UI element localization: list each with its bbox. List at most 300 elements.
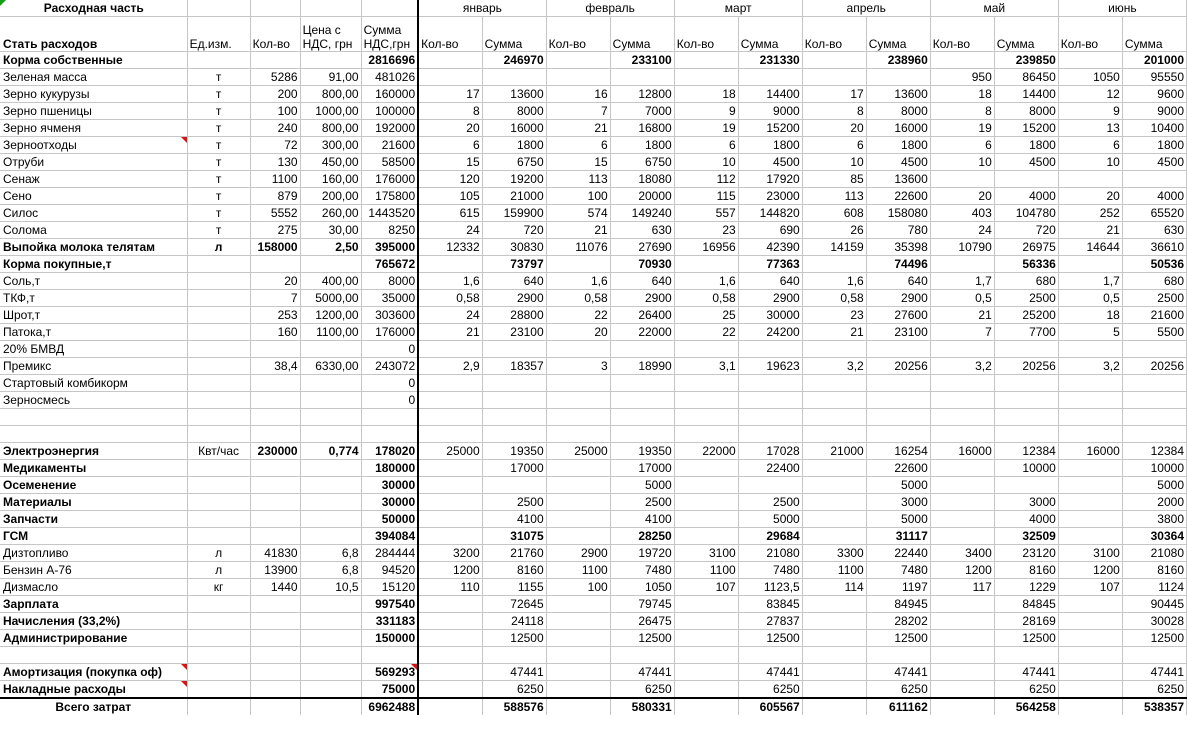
- value-cell[interactable]: [802, 69, 866, 86]
- value-cell[interactable]: [546, 613, 610, 630]
- total-sum-cell[interactable]: 569293: [361, 664, 418, 681]
- total-sum-cell[interactable]: 180000: [361, 460, 418, 477]
- value-cell[interactable]: 720: [994, 222, 1058, 239]
- value-cell[interactable]: [250, 409, 300, 426]
- unit-cell[interactable]: [187, 511, 250, 528]
- value-cell[interactable]: 2900: [546, 545, 610, 562]
- value-cell[interactable]: 4000: [1122, 188, 1186, 205]
- value-cell[interactable]: 1123,5: [738, 579, 802, 596]
- unit-cell[interactable]: т: [187, 137, 250, 154]
- unit-cell[interactable]: [187, 375, 250, 392]
- value-cell[interactable]: [994, 426, 1058, 443]
- value-cell[interactable]: 26: [802, 222, 866, 239]
- value-cell[interactable]: 8: [418, 103, 482, 120]
- value-cell[interactable]: 9000: [1122, 103, 1186, 120]
- value-cell[interactable]: 450,00: [300, 154, 361, 171]
- row-label-cell[interactable]: [0, 426, 187, 443]
- value-cell[interactable]: [1122, 409, 1186, 426]
- value-cell[interactable]: 1050: [1058, 69, 1122, 86]
- unit-cell[interactable]: т: [187, 205, 250, 222]
- value-cell[interactable]: 115: [674, 188, 738, 205]
- unit-cell[interactable]: [187, 392, 250, 409]
- value-cell[interactable]: 1,6: [418, 273, 482, 290]
- value-cell[interactable]: 28250: [610, 528, 674, 545]
- value-cell[interactable]: 20256: [1122, 358, 1186, 375]
- value-cell[interactable]: 19: [930, 120, 994, 137]
- value-cell[interactable]: 113: [802, 188, 866, 205]
- value-cell[interactable]: 38,4: [250, 358, 300, 375]
- value-cell[interactable]: [866, 647, 930, 664]
- value-cell[interactable]: [930, 460, 994, 477]
- total-sum-cell[interactable]: 8250: [361, 222, 418, 239]
- value-cell[interactable]: 1800: [1122, 137, 1186, 154]
- value-cell[interactable]: 21000: [802, 443, 866, 460]
- value-cell[interactable]: [802, 460, 866, 477]
- value-cell[interactable]: 3,1: [674, 358, 738, 375]
- value-cell[interactable]: 17920: [738, 171, 802, 188]
- value-cell[interactable]: 22600: [866, 460, 930, 477]
- value-cell[interactable]: [250, 494, 300, 511]
- value-cell[interactable]: 32509: [994, 528, 1058, 545]
- value-cell[interactable]: [482, 375, 546, 392]
- value-cell[interactable]: 26400: [610, 307, 674, 324]
- value-cell[interactable]: 30364: [1122, 528, 1186, 545]
- value-cell[interactable]: [1122, 647, 1186, 664]
- value-cell[interactable]: [674, 341, 738, 358]
- value-cell[interactable]: 6250: [738, 681, 802, 699]
- value-cell[interactable]: 9600: [1122, 86, 1186, 103]
- value-cell[interactable]: 28169: [994, 613, 1058, 630]
- value-cell[interactable]: [610, 409, 674, 426]
- value-cell[interactable]: [994, 392, 1058, 409]
- unit-cell[interactable]: [187, 290, 250, 307]
- value-cell[interactable]: [674, 596, 738, 613]
- value-cell[interactable]: 2000: [1122, 494, 1186, 511]
- value-cell[interactable]: 14400: [738, 86, 802, 103]
- value-cell[interactable]: [250, 613, 300, 630]
- total-sum-cell[interactable]: 176000: [361, 324, 418, 341]
- value-cell[interactable]: 10000: [994, 460, 1058, 477]
- value-cell[interactable]: [1058, 647, 1122, 664]
- value-cell[interactable]: [418, 613, 482, 630]
- value-cell[interactable]: 7000: [610, 103, 674, 120]
- value-cell[interactable]: 3000: [994, 494, 1058, 511]
- value-cell[interactable]: [418, 630, 482, 647]
- row-label-cell[interactable]: Амортизация (покупка оф): [0, 664, 187, 681]
- value-cell[interactable]: 1,6: [802, 273, 866, 290]
- value-cell[interactable]: 18: [1058, 307, 1122, 324]
- value-cell[interactable]: [418, 511, 482, 528]
- value-cell[interactable]: 6750: [482, 154, 546, 171]
- value-cell[interactable]: [1122, 426, 1186, 443]
- value-cell[interactable]: 19: [674, 120, 738, 137]
- total-sum-cell[interactable]: 243072: [361, 358, 418, 375]
- value-cell[interactable]: 260,00: [300, 205, 361, 222]
- month-total-sum[interactable]: 588576: [482, 698, 546, 715]
- value-cell[interactable]: [674, 409, 738, 426]
- value-cell[interactable]: 2500: [1122, 290, 1186, 307]
- value-cell[interactable]: 12500: [610, 630, 674, 647]
- value-cell[interactable]: [418, 681, 482, 699]
- value-cell[interactable]: [866, 409, 930, 426]
- value-cell[interactable]: [674, 613, 738, 630]
- value-cell[interactable]: 6: [1058, 137, 1122, 154]
- value-cell[interactable]: 107: [674, 579, 738, 596]
- value-cell[interactable]: 12500: [994, 630, 1058, 647]
- value-cell[interactable]: [546, 460, 610, 477]
- value-cell[interactable]: [1058, 52, 1122, 69]
- value-cell[interactable]: 0,58: [802, 290, 866, 307]
- value-cell[interactable]: 112: [674, 171, 738, 188]
- value-cell[interactable]: [300, 511, 361, 528]
- unit-cell[interactable]: [187, 307, 250, 324]
- value-cell[interactable]: 7480: [866, 562, 930, 579]
- value-cell[interactable]: [418, 375, 482, 392]
- value-cell[interactable]: [930, 409, 994, 426]
- unit-cell[interactable]: [187, 613, 250, 630]
- unit-cell[interactable]: т: [187, 120, 250, 137]
- value-cell[interactable]: [610, 375, 674, 392]
- value-cell[interactable]: 73797: [482, 256, 546, 273]
- unit-cell[interactable]: [187, 409, 250, 426]
- value-cell[interactable]: 17028: [738, 443, 802, 460]
- row-label-cell[interactable]: Отруби: [0, 154, 187, 171]
- value-cell[interactable]: 6,8: [300, 545, 361, 562]
- value-cell[interactable]: [418, 52, 482, 69]
- value-cell[interactable]: 1100: [674, 562, 738, 579]
- value-cell[interactable]: 4500: [994, 154, 1058, 171]
- value-cell[interactable]: [250, 256, 300, 273]
- value-cell[interactable]: 6,8: [300, 562, 361, 579]
- value-cell[interactable]: 91,00: [300, 69, 361, 86]
- value-cell[interactable]: 690: [738, 222, 802, 239]
- value-cell[interactable]: 22000: [674, 443, 738, 460]
- value-cell[interactable]: 246970: [482, 52, 546, 69]
- total-sum-cell[interactable]: 0: [361, 375, 418, 392]
- row-label-cell[interactable]: Запчасти: [0, 511, 187, 528]
- value-cell[interactable]: [802, 613, 866, 630]
- value-cell[interactable]: 15200: [994, 120, 1058, 137]
- value-cell[interactable]: [250, 630, 300, 647]
- value-cell[interactable]: 8: [802, 103, 866, 120]
- value-cell[interactable]: [930, 681, 994, 699]
- row-label-cell[interactable]: Соль,т: [0, 273, 187, 290]
- value-cell[interactable]: 19720: [610, 545, 674, 562]
- value-cell[interactable]: 107: [1058, 579, 1122, 596]
- row-label-cell[interactable]: Дизмасло: [0, 579, 187, 596]
- value-cell[interactable]: 3: [546, 358, 610, 375]
- value-cell[interactable]: [866, 375, 930, 392]
- value-cell[interactable]: [1058, 392, 1122, 409]
- total-sum-cell[interactable]: 35000: [361, 290, 418, 307]
- value-cell[interactable]: 1800: [866, 137, 930, 154]
- value-cell[interactable]: [546, 477, 610, 494]
- value-cell[interactable]: 2,9: [418, 358, 482, 375]
- total-sum-cell[interactable]: 192000: [361, 120, 418, 137]
- value-cell[interactable]: 105: [418, 188, 482, 205]
- value-cell[interactable]: 12500: [1122, 630, 1186, 647]
- total-sum-cell[interactable]: 94520: [361, 562, 418, 579]
- value-cell[interactable]: [1058, 256, 1122, 273]
- value-cell[interactable]: [802, 341, 866, 358]
- value-cell[interactable]: 21: [930, 307, 994, 324]
- total-sum-cell[interactable]: 284444: [361, 545, 418, 562]
- value-cell[interactable]: 24118: [482, 613, 546, 630]
- value-cell[interactable]: [418, 528, 482, 545]
- value-cell[interactable]: [1058, 341, 1122, 358]
- value-cell[interactable]: [930, 426, 994, 443]
- value-cell[interactable]: 21600: [1122, 307, 1186, 324]
- value-cell[interactable]: 100: [546, 188, 610, 205]
- value-cell[interactable]: 12800: [610, 86, 674, 103]
- value-cell[interactable]: 27837: [738, 613, 802, 630]
- value-cell[interactable]: [300, 460, 361, 477]
- value-cell[interactable]: 3000: [866, 494, 930, 511]
- value-cell[interactable]: 1200,00: [300, 307, 361, 324]
- value-cell[interactable]: [802, 664, 866, 681]
- total-sum-cell[interactable]: [361, 409, 418, 426]
- value-cell[interactable]: [930, 511, 994, 528]
- row-label-cell[interactable]: Зерно кукурузы: [0, 86, 187, 103]
- value-cell[interactable]: 5000: [738, 511, 802, 528]
- value-cell[interactable]: 13600: [482, 86, 546, 103]
- value-cell[interactable]: 84845: [994, 596, 1058, 613]
- value-cell[interactable]: 85: [802, 171, 866, 188]
- value-cell[interactable]: 25000: [418, 443, 482, 460]
- total-sum-cell[interactable]: 178020: [361, 443, 418, 460]
- total-sum-cell[interactable]: 997540: [361, 596, 418, 613]
- value-cell[interactable]: [674, 392, 738, 409]
- value-cell[interactable]: 680: [994, 273, 1058, 290]
- unit-cell[interactable]: [187, 647, 250, 664]
- value-cell[interactable]: [674, 460, 738, 477]
- total-sum-cell[interactable]: 0: [361, 341, 418, 358]
- unit-cell[interactable]: [187, 528, 250, 545]
- value-cell[interactable]: [250, 681, 300, 699]
- row-label-cell[interactable]: Зерносмесь: [0, 392, 187, 409]
- value-cell[interactable]: [930, 630, 994, 647]
- value-cell[interactable]: 2500: [610, 494, 674, 511]
- value-cell[interactable]: 79745: [610, 596, 674, 613]
- value-cell[interactable]: 630: [610, 222, 674, 239]
- unit-cell[interactable]: [187, 358, 250, 375]
- value-cell[interactable]: [1058, 494, 1122, 511]
- value-cell[interactable]: 1800: [738, 137, 802, 154]
- value-cell[interactable]: [802, 511, 866, 528]
- row-label-cell[interactable]: Стартовый комбикорм: [0, 375, 187, 392]
- unit-cell[interactable]: т: [187, 86, 250, 103]
- value-cell[interactable]: [866, 341, 930, 358]
- value-cell[interactable]: 2500: [994, 290, 1058, 307]
- value-cell[interactable]: [674, 426, 738, 443]
- value-cell[interactable]: 3200: [418, 545, 482, 562]
- value-cell[interactable]: [930, 52, 994, 69]
- value-cell[interactable]: 114: [802, 579, 866, 596]
- total-sum-cell[interactable]: 175800: [361, 188, 418, 205]
- value-cell[interactable]: [418, 664, 482, 681]
- value-cell[interactable]: [250, 392, 300, 409]
- value-cell[interactable]: 24: [930, 222, 994, 239]
- value-cell[interactable]: [930, 171, 994, 188]
- value-cell[interactable]: 1200: [418, 562, 482, 579]
- value-cell[interactable]: 160,00: [300, 171, 361, 188]
- value-cell[interactable]: 200,00: [300, 188, 361, 205]
- value-cell[interactable]: [250, 664, 300, 681]
- row-label-cell[interactable]: Бензин А-76: [0, 562, 187, 579]
- row-label-cell[interactable]: Зерно пшеницы: [0, 103, 187, 120]
- row-label-cell[interactable]: Премикс: [0, 358, 187, 375]
- value-cell[interactable]: 110: [418, 579, 482, 596]
- unit-cell[interactable]: [187, 426, 250, 443]
- value-cell[interactable]: 20: [418, 120, 482, 137]
- value-cell[interactable]: 20: [250, 273, 300, 290]
- value-cell[interactable]: 47441: [1122, 664, 1186, 681]
- total-sum-cell[interactable]: 0: [361, 392, 418, 409]
- value-cell[interactable]: 6: [802, 137, 866, 154]
- value-cell[interactable]: [482, 647, 546, 664]
- value-cell[interactable]: 557: [674, 205, 738, 222]
- value-cell[interactable]: 950: [930, 69, 994, 86]
- value-cell[interactable]: [418, 256, 482, 273]
- value-cell[interactable]: 25000: [546, 443, 610, 460]
- value-cell[interactable]: [418, 409, 482, 426]
- value-cell[interactable]: 8000: [482, 103, 546, 120]
- value-cell[interactable]: 6: [418, 137, 482, 154]
- value-cell[interactable]: 28800: [482, 307, 546, 324]
- value-cell[interactable]: 158000: [250, 239, 300, 256]
- value-cell[interactable]: 615: [418, 205, 482, 222]
- value-cell[interactable]: 120: [418, 171, 482, 188]
- value-cell[interactable]: 16254: [866, 443, 930, 460]
- value-cell[interactable]: [1058, 630, 1122, 647]
- value-cell[interactable]: [674, 52, 738, 69]
- value-cell[interactable]: [1058, 596, 1122, 613]
- value-cell[interactable]: [250, 460, 300, 477]
- row-label-cell[interactable]: Силос: [0, 205, 187, 222]
- value-cell[interactable]: 1050: [610, 579, 674, 596]
- value-cell[interactable]: 7480: [610, 562, 674, 579]
- total-sum-cell[interactable]: 2816696: [361, 52, 418, 69]
- value-cell[interactable]: 1,6: [546, 273, 610, 290]
- value-cell[interactable]: 83845: [738, 596, 802, 613]
- value-cell[interactable]: 77363: [738, 256, 802, 273]
- value-cell[interactable]: [418, 460, 482, 477]
- value-cell[interactable]: [866, 392, 930, 409]
- value-cell[interactable]: [300, 613, 361, 630]
- value-cell[interactable]: [250, 341, 300, 358]
- value-cell[interactable]: 14644: [1058, 239, 1122, 256]
- value-cell[interactable]: 84945: [866, 596, 930, 613]
- value-cell[interactable]: 3300: [802, 545, 866, 562]
- total-sum-cell[interactable]: [361, 426, 418, 443]
- value-cell[interactable]: 65520: [1122, 205, 1186, 222]
- row-label-cell[interactable]: ТКФ,т: [0, 290, 187, 307]
- value-cell[interactable]: [300, 409, 361, 426]
- value-cell[interactable]: 1124: [1122, 579, 1186, 596]
- value-cell[interactable]: 300,00: [300, 137, 361, 154]
- total-sum-cell[interactable]: 394084: [361, 528, 418, 545]
- value-cell[interactable]: 201000: [1122, 52, 1186, 69]
- value-cell[interactable]: 2900: [866, 290, 930, 307]
- total-sum-cell[interactable]: 21600: [361, 137, 418, 154]
- value-cell[interactable]: 2900: [738, 290, 802, 307]
- value-cell[interactable]: [300, 341, 361, 358]
- value-cell[interactable]: [802, 52, 866, 69]
- value-cell[interactable]: 16000: [866, 120, 930, 137]
- value-cell[interactable]: 56336: [994, 256, 1058, 273]
- value-cell[interactable]: 21: [546, 222, 610, 239]
- value-cell[interactable]: 1440: [250, 579, 300, 596]
- value-cell[interactable]: [738, 647, 802, 664]
- value-cell[interactable]: 28202: [866, 613, 930, 630]
- value-cell[interactable]: 6330,00: [300, 358, 361, 375]
- value-cell[interactable]: [802, 647, 866, 664]
- unit-cell[interactable]: т: [187, 103, 250, 120]
- month-total-sum[interactable]: 611162: [866, 698, 930, 715]
- value-cell[interactable]: 4100: [482, 511, 546, 528]
- value-cell[interactable]: [738, 375, 802, 392]
- value-cell[interactable]: 90445: [1122, 596, 1186, 613]
- value-cell[interactable]: [418, 426, 482, 443]
- value-cell[interactable]: 50536: [1122, 256, 1186, 273]
- total-sum-cell[interactable]: 481026: [361, 69, 418, 86]
- value-cell[interactable]: 13: [1058, 120, 1122, 137]
- value-cell[interactable]: [418, 647, 482, 664]
- value-cell[interactable]: 6: [674, 137, 738, 154]
- value-cell[interactable]: [1058, 409, 1122, 426]
- value-cell[interactable]: 12500: [866, 630, 930, 647]
- value-cell[interactable]: [1058, 477, 1122, 494]
- total-sum-cell[interactable]: 150000: [361, 630, 418, 647]
- month-total-sum[interactable]: 580331: [610, 698, 674, 715]
- value-cell[interactable]: [418, 494, 482, 511]
- value-cell[interactable]: 22440: [866, 545, 930, 562]
- value-cell[interactable]: 640: [866, 273, 930, 290]
- value-cell[interactable]: [250, 426, 300, 443]
- unit-cell[interactable]: л: [187, 562, 250, 579]
- value-cell[interactable]: 35398: [866, 239, 930, 256]
- value-cell[interactable]: 22: [546, 307, 610, 324]
- value-cell[interactable]: 10: [802, 154, 866, 171]
- value-cell[interactable]: [802, 426, 866, 443]
- row-label-cell[interactable]: Медикаменты: [0, 460, 187, 477]
- value-cell[interactable]: 630: [1122, 222, 1186, 239]
- value-cell[interactable]: [1058, 171, 1122, 188]
- value-cell[interactable]: 4500: [866, 154, 930, 171]
- value-cell[interactable]: 20000: [610, 188, 674, 205]
- value-cell[interactable]: 1000,00: [300, 103, 361, 120]
- value-cell[interactable]: 1229: [994, 579, 1058, 596]
- row-label-cell[interactable]: 20% БМВД: [0, 341, 187, 358]
- value-cell[interactable]: 10,5: [300, 579, 361, 596]
- value-cell[interactable]: 31117: [866, 528, 930, 545]
- value-cell[interactable]: [930, 613, 994, 630]
- value-cell[interactable]: 21: [1058, 222, 1122, 239]
- value-cell[interactable]: 16000: [482, 120, 546, 137]
- value-cell[interactable]: [674, 375, 738, 392]
- value-cell[interactable]: 8: [930, 103, 994, 120]
- value-cell[interactable]: 0,58: [418, 290, 482, 307]
- value-cell[interactable]: 800,00: [300, 120, 361, 137]
- value-cell[interactable]: [300, 630, 361, 647]
- row-label-cell[interactable]: Зерно ячменя: [0, 120, 187, 137]
- value-cell[interactable]: [300, 494, 361, 511]
- value-cell[interactable]: [866, 69, 930, 86]
- value-cell[interactable]: 8000: [994, 103, 1058, 120]
- value-cell[interactable]: [930, 528, 994, 545]
- value-cell[interactable]: [418, 596, 482, 613]
- value-cell[interactable]: [546, 494, 610, 511]
